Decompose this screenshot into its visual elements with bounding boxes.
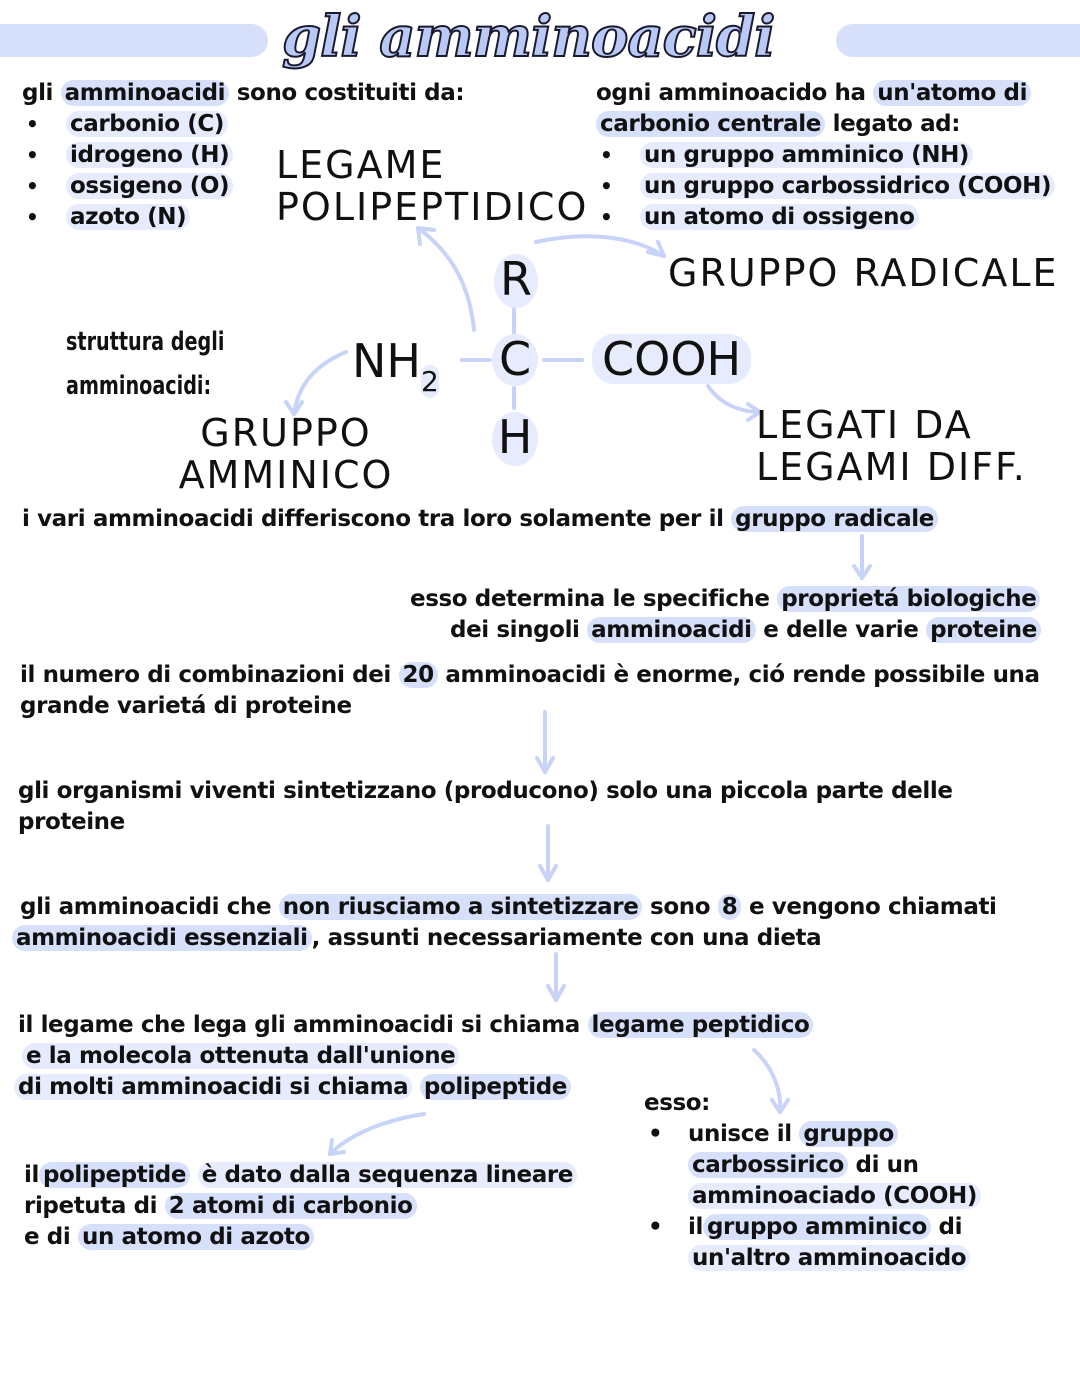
arrow-to-legame	[418, 228, 474, 330]
atom-h: H	[492, 412, 538, 466]
list-item: • un gruppo carbossidrico (COOH)	[596, 171, 1055, 202]
combinations-line-1: il numero di combinazioni dei 20 amminoacidi è enorme, ció rende possibile una	[20, 662, 1040, 688]
central-carbon-list	[596, 140, 1055, 233]
label-legati-da-legami: LEGATI DA LEGAMI DIFF.	[756, 403, 1027, 489]
radical-line-1: i vari amminoacidi differiscono tra loro solamente per il gruppo radicale	[22, 504, 938, 535]
atom-cooh: COOH	[592, 334, 751, 384]
organisms-line-2: proteine	[18, 809, 125, 835]
arrow-to-esso	[754, 1050, 780, 1112]
list-item: • azoto (N)	[22, 202, 464, 233]
peptide-line-3: di molti amminoacidi si chiama polipeptide	[14, 1072, 571, 1103]
list-item: • ossigeno (O)	[22, 171, 464, 202]
peptide-line-2: e la molecola ottenuta dall'unione	[22, 1041, 459, 1072]
combinations-line-2: grande varietá di proteine	[20, 693, 352, 719]
essential-line-1: gli amminoacidi che non riusciamo a sintetizzare sono 8 e vengono chiamati	[20, 894, 997, 920]
arrow-to-radicale	[536, 236, 664, 256]
atom-nh2: $NH_2$	[352, 334, 439, 398]
list-item: • un atomo di ossigeno	[596, 202, 1055, 233]
header-bar-right	[836, 24, 1080, 57]
header-bar-left	[0, 24, 268, 57]
highlight-amminoacidi: amminoacidi	[61, 80, 230, 106]
radical-line-3: dei singoli amminoacidi e delle varie proteine	[450, 615, 1041, 646]
arrow-to-legati	[708, 386, 760, 412]
page-title: gli amminoacidi	[282, 4, 775, 70]
esso-list	[644, 1119, 981, 1274]
atom-c: C	[492, 334, 538, 386]
list-item: • idrogeno (H)	[22, 140, 464, 171]
esso-heading: esso:	[644, 1090, 710, 1116]
label-struttura: struttura degli amminoacidi:	[66, 327, 225, 401]
peptide-line-1: il legame che lega gli amminoacidi si chiama legame peptidico	[18, 1010, 813, 1041]
atom-r: R	[494, 254, 538, 308]
composition-intro: gli amminoacidi sono costituiti da:	[22, 80, 465, 106]
list-item: • un gruppo amminico (NH)	[596, 140, 1055, 171]
list-item: • carbonio (C)	[22, 109, 464, 140]
polypeptide-block: il polipeptide è dato dalla sequenza lineare ripetuta di 2 atomi di carbonio e di un atomo di azoto	[24, 1160, 577, 1253]
label-gruppo-amminico: GRUPPO AMMINICO	[178, 411, 394, 497]
essential-line-2: amminoacidi essenziali , assunti necessariamente con una dieta	[12, 923, 821, 954]
organisms-line-1: gli organismi viventi sintetizzano (producono) solo una piccola parte delle	[18, 778, 953, 804]
label-legame-polipeptidico: LEGAME POLIPEPTIDICO	[276, 143, 589, 229]
list-item: • unisce il gruppo carbossirico di un amminoaciado (COOH)	[644, 1119, 981, 1212]
central-carbon-section: ogni amminoacido ha un'atomo di carbonio centrale legato ad: • un gruppo amminico (NH) • un gruppo carbossidrico (COOH) • un atomo di ossigeno	[596, 78, 1055, 233]
list-item: • il gruppo amminico di un'altro amminoacido	[644, 1212, 981, 1274]
arrow-to-polipeptide	[330, 1114, 424, 1154]
radical-line-2: esso determina le specifiche proprietá biologiche	[410, 584, 1040, 615]
label-gruppo-radicale: GRUPPO RADICALE	[668, 251, 1059, 295]
arrow-to-amminico	[294, 352, 346, 414]
